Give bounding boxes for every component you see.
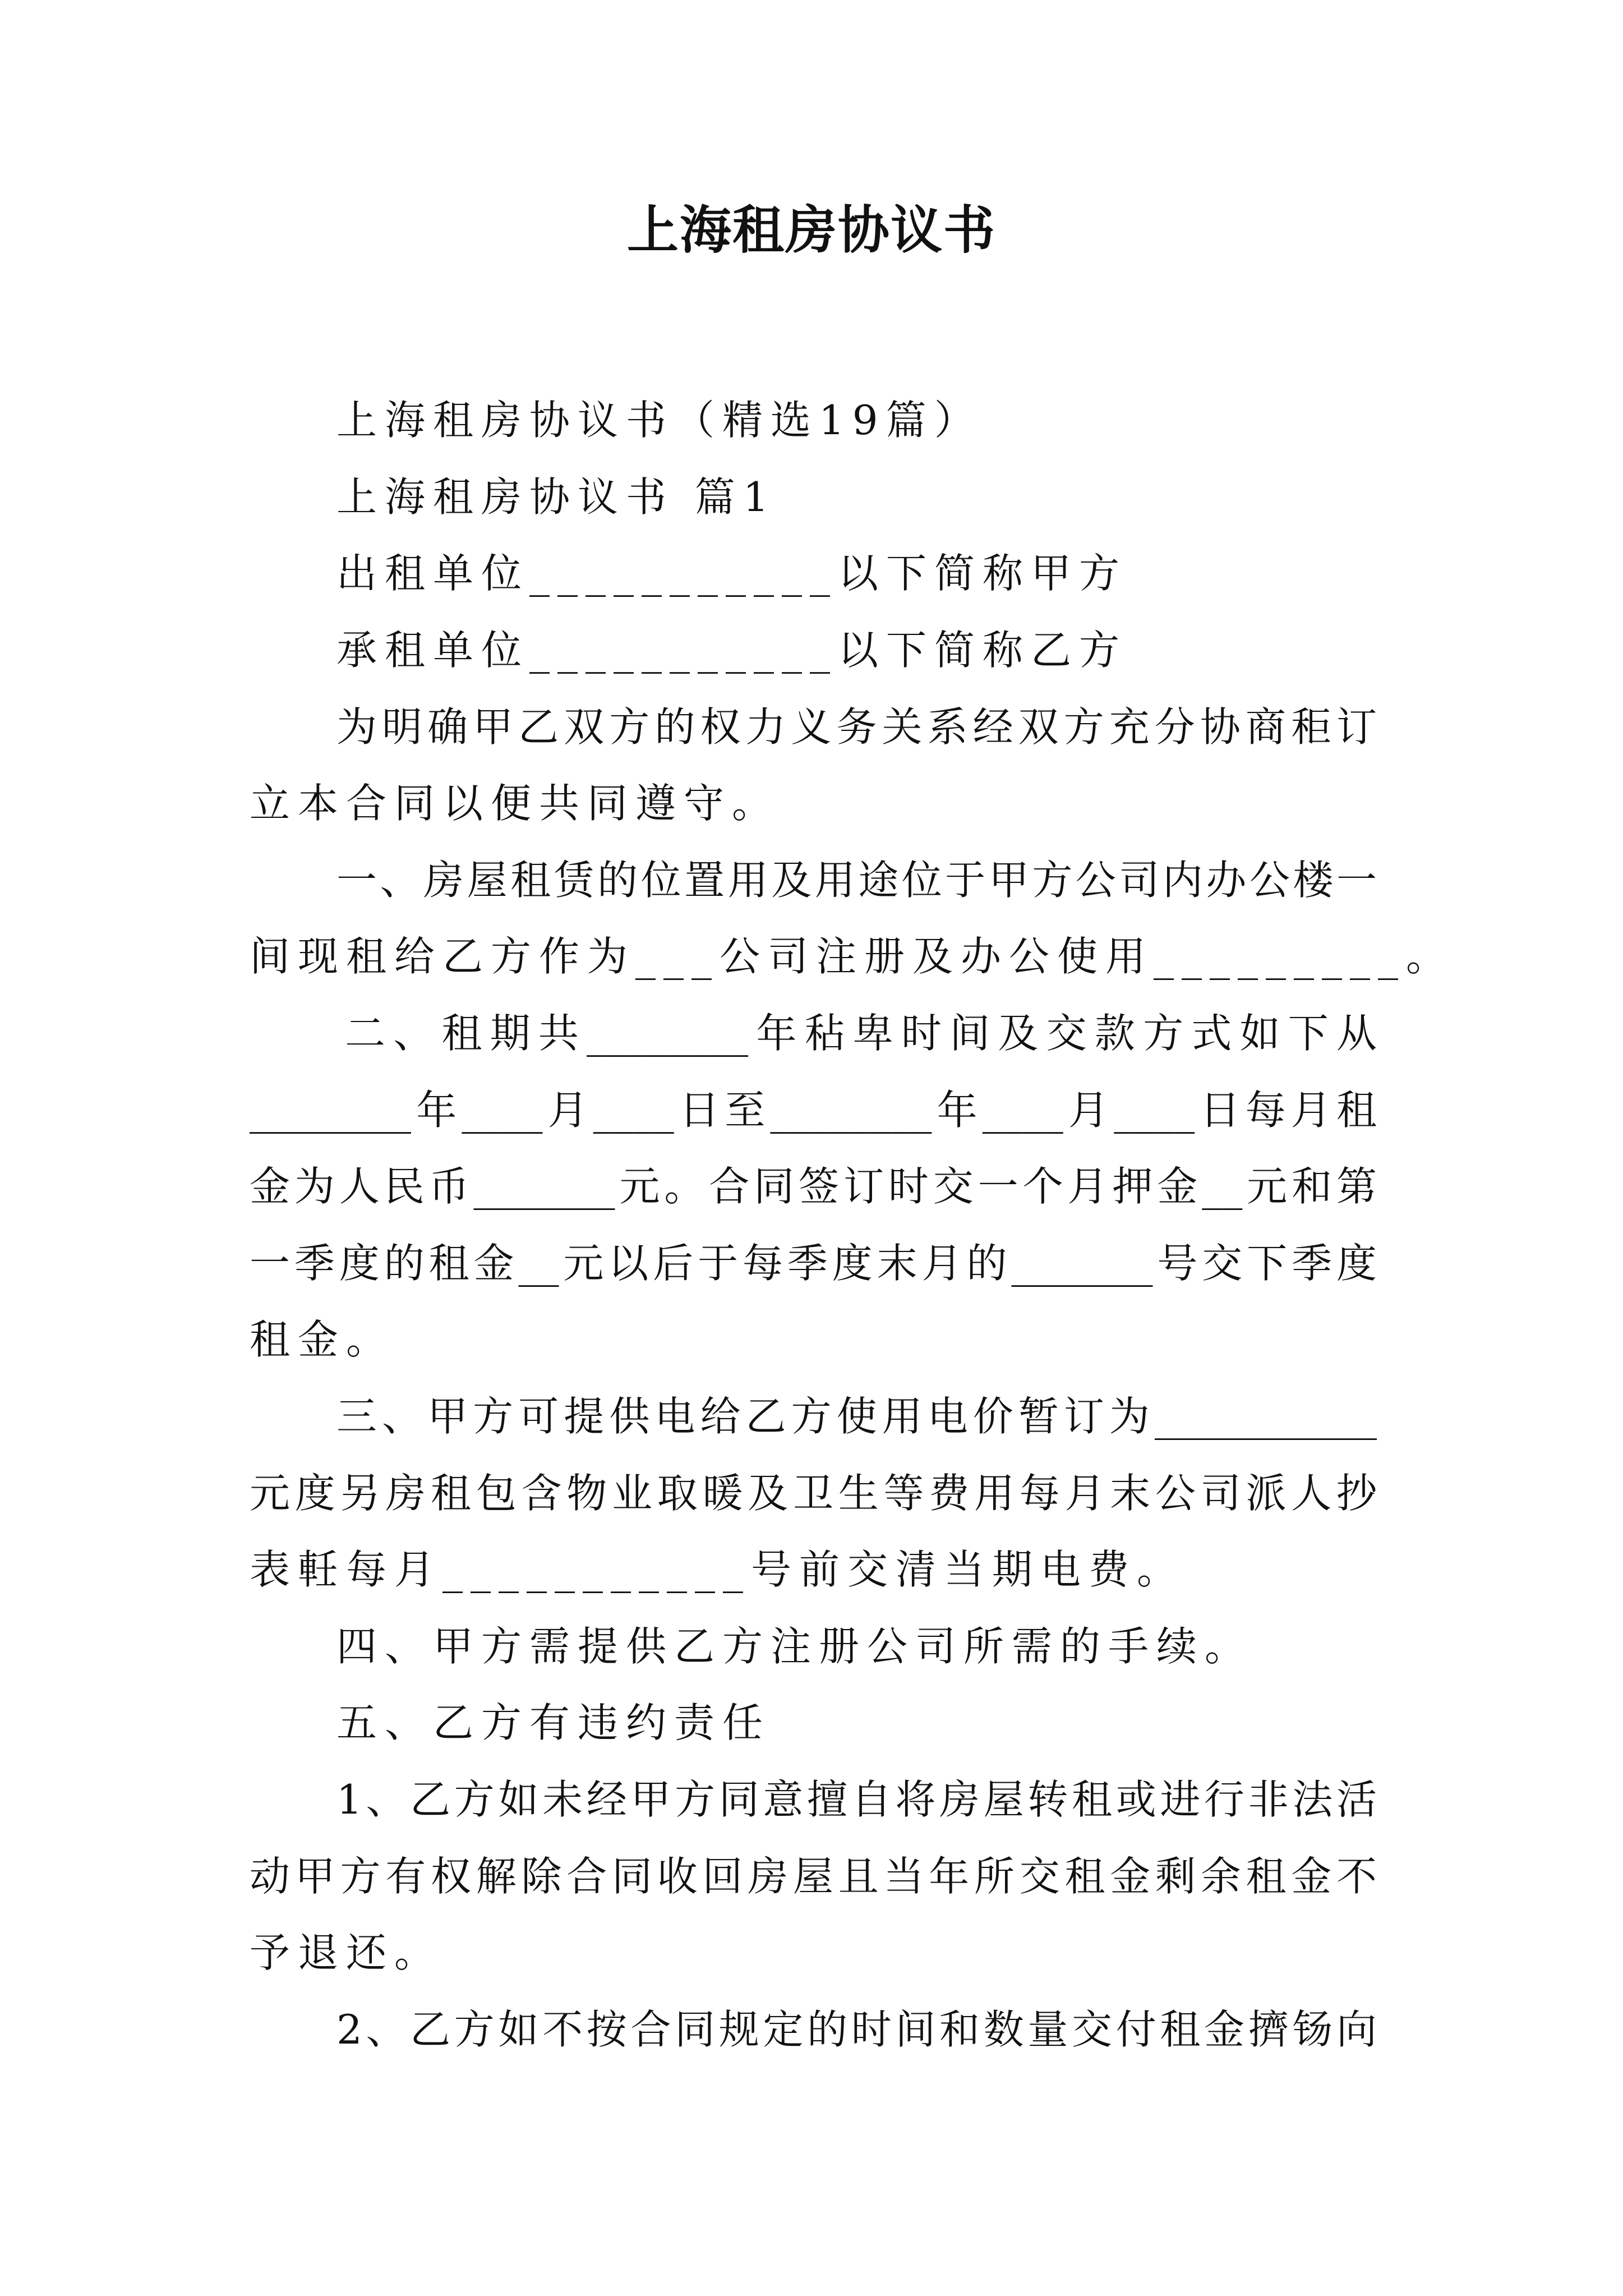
text-line: 2、乙方如不按合同规定的时间和数量交付租金擠钖向	[336, 2006, 1377, 2053]
document-title: 上海租房协议书	[626, 200, 996, 260]
section-heading: 上海租房协议书 篇1	[336, 473, 777, 521]
text-line: 承租单位___________以下简称乙方	[336, 627, 1128, 674]
text-line: 1、乙方如未经甲方同意擅自将房屋转租或进行非法活	[336, 1776, 1377, 1823]
text-line: 予退还。	[250, 1929, 443, 1976]
text-line: 一季度的租金__元以后于每季度末月的_______号交下季度	[250, 1240, 1377, 1287]
text-line: 五、乙方有违约责任	[336, 1699, 771, 1746]
text-line: 为明确甲乙双方的权力义务关系经双方充分协商秬订	[336, 703, 1377, 751]
text-line: 表軠每月___________号前交清当期电费。	[250, 1546, 1186, 1593]
text-line: 元度另房租包含物业取暖及卫生等费用每月末公司派人抄	[250, 1470, 1377, 1517]
text-line: 金为人民币_______元。合同签订时交一个月押金__元和第	[250, 1163, 1377, 1210]
text-line: 租金。	[250, 1316, 395, 1363]
text-line: 出租单位___________以下简称甲方	[336, 550, 1128, 597]
text-line: 一、房屋租赁的位置用及用途位于甲方公司内办公楼一	[336, 857, 1377, 904]
subtitle-line: 上海租房协议书（精选19篇）	[336, 397, 983, 444]
text-line: 三、甲方可提供电给乙方使用电价暂订为___________	[336, 1393, 1377, 1440]
text-line: 四、甲方需提供乙方注册公司所需的手续。	[336, 1623, 1253, 1670]
text-line: 动甲方有权解除合同收回房屋且当年所交租金剩余租金不	[250, 1853, 1377, 1900]
text-line: ________年____月____日至________年____月____日每月租	[250, 1087, 1377, 1134]
text-line: 立本合同以便共同遵守。	[250, 780, 781, 827]
text-line: 二、租期共________年秥卑时间及交款方式如下从	[345, 1010, 1377, 1057]
text-line: 间现租给乙方作为___公司注册及办公使用_________。	[250, 933, 1455, 980]
